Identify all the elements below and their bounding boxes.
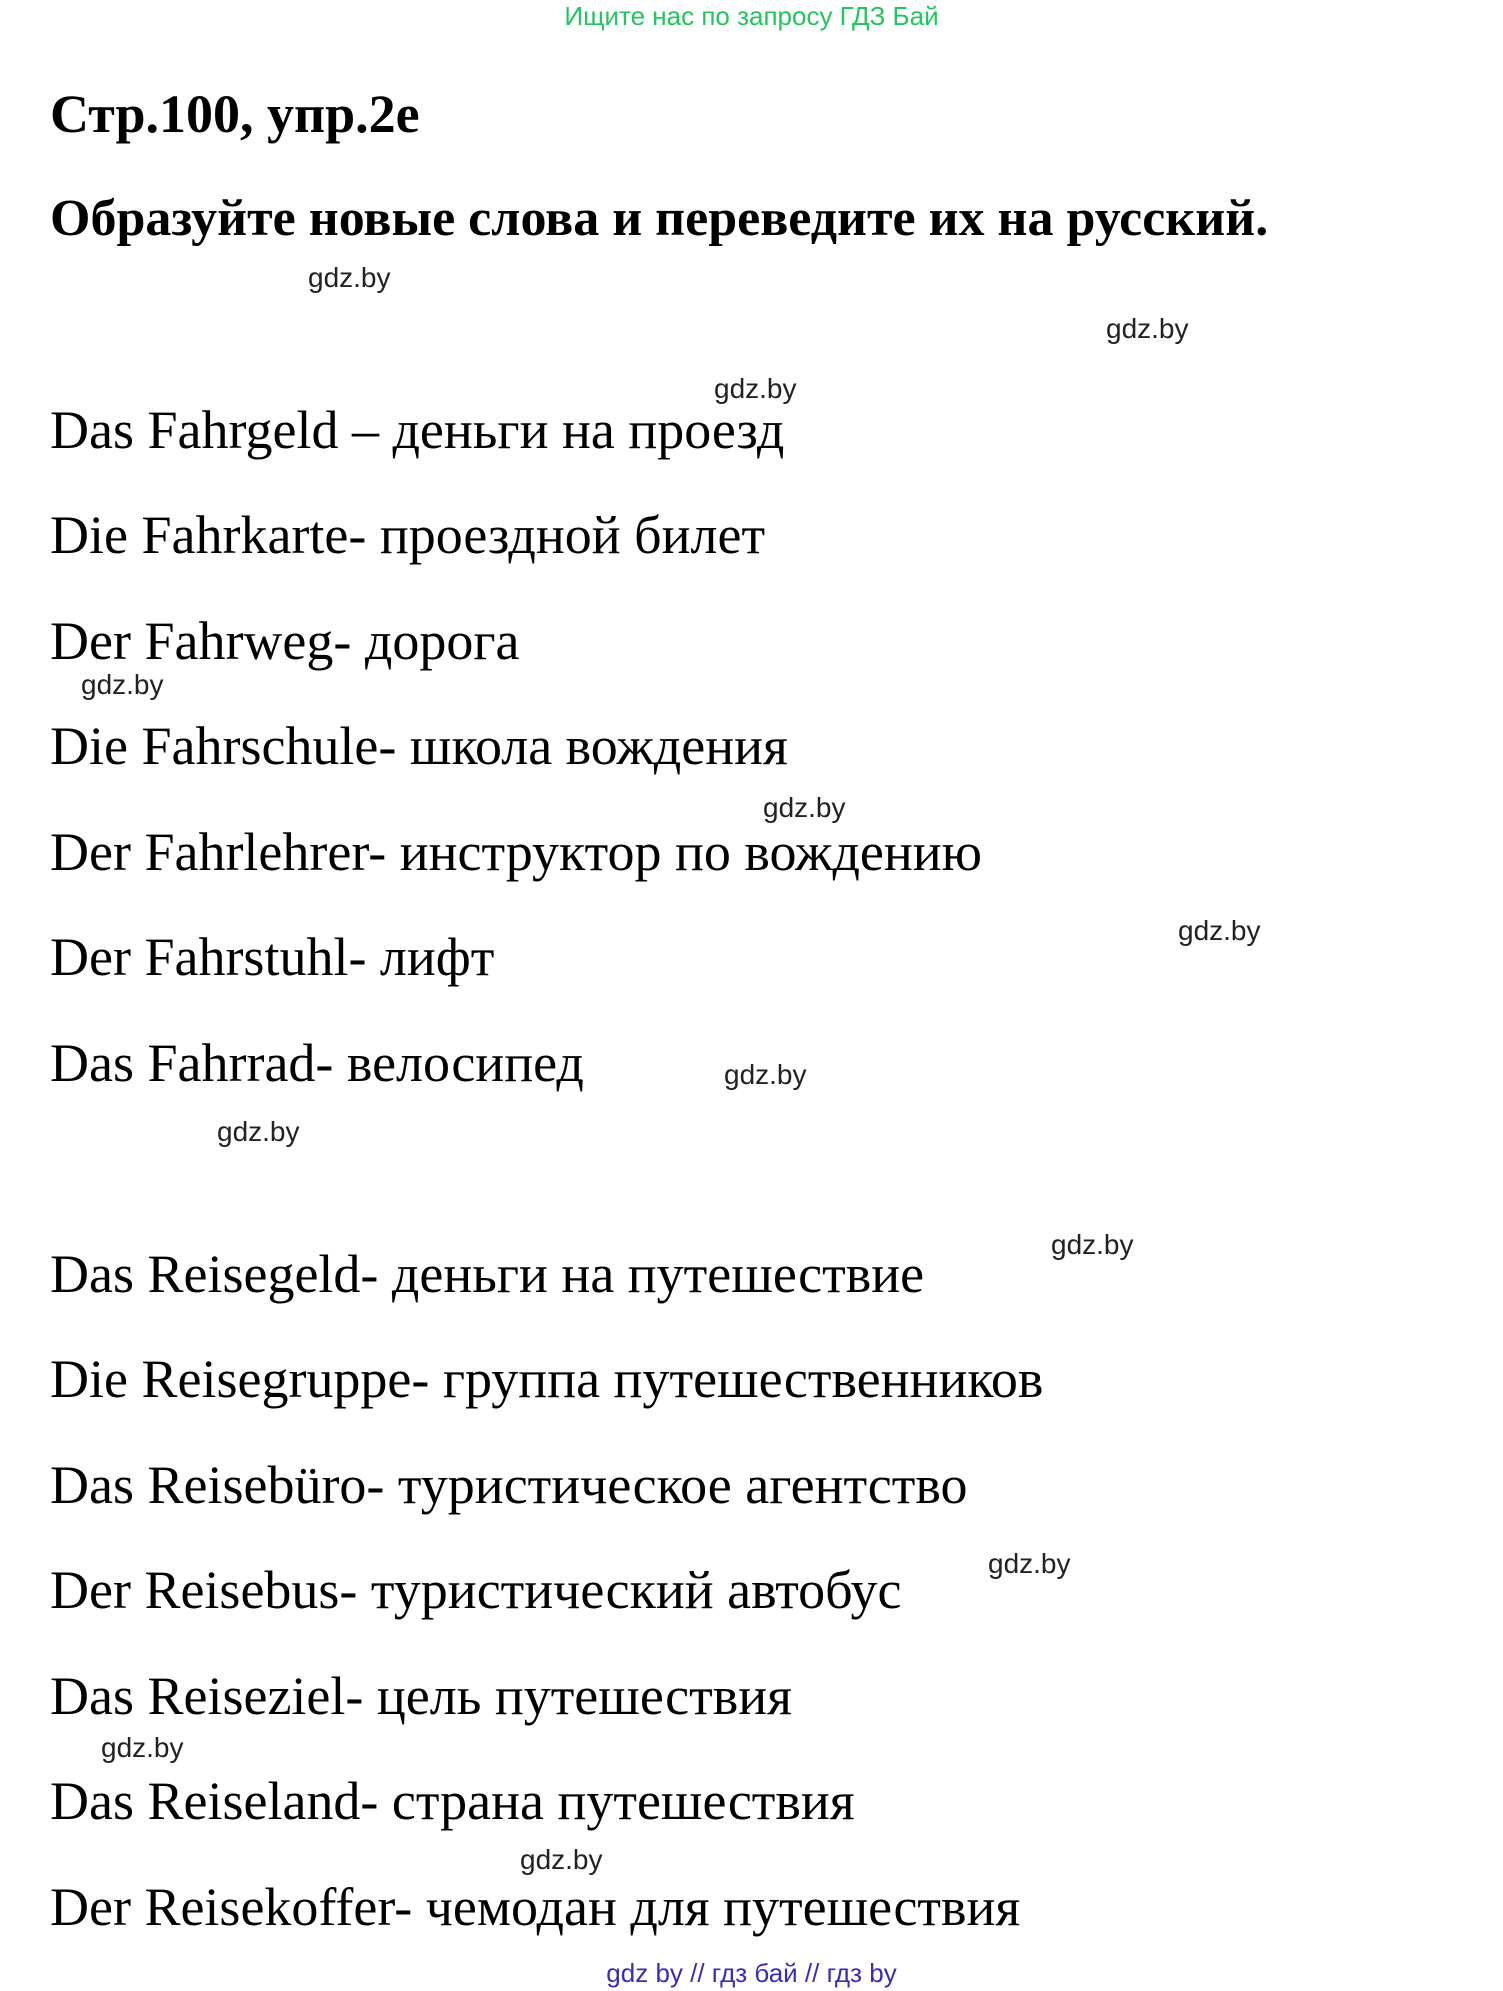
watermark: gdz.by: [1051, 1229, 1134, 1260]
watermark: gdz.by: [714, 373, 797, 404]
list-item: Das Reisegeld- деньги на путешествие: [50, 1244, 925, 1304]
list-item: Das Reiseziel- цель путешествия: [50, 1666, 792, 1726]
list-item: Der Reisebus- туристический автобус: [50, 1560, 902, 1620]
list-item: Die Reisegruppe- группа путешественников: [50, 1349, 1044, 1409]
watermark: gdz.by: [1106, 313, 1189, 344]
watermark: gdz.by: [520, 1844, 603, 1875]
list-item: Der Reisekoffer- чемодан для путешествия: [50, 1877, 1021, 1937]
list-item: Der Fahrweg- дорога: [50, 611, 520, 671]
page-title: Стр.100, упр.2е: [50, 84, 420, 144]
list-item: Das Reisebüro- туристическое агентство: [50, 1455, 968, 1515]
watermark: gdz.by: [217, 1116, 300, 1147]
list-item: Das Fahrrad- велосипед: [50, 1033, 584, 1093]
list-item: Die Fahrschule- школа вождения: [50, 716, 788, 776]
bottom-promo-banner: gdz by // гдз бай // гдз by: [606, 1958, 897, 1988]
watermark: gdz.by: [101, 1732, 184, 1763]
list-item: Das Reiseland- страна путешествия: [50, 1771, 855, 1831]
watermark: gdz.by: [763, 792, 846, 823]
watermark: gdz.by: [988, 1548, 1071, 1579]
list-item: Das Fahrgeld – деньги на проезд: [50, 400, 785, 460]
list-item: Der Fahrlehrer- инструктор по вождению: [50, 822, 983, 882]
top-promo-banner: Ищите нас по запросу ГДЗ Бай: [564, 1, 939, 31]
watermark: gdz.by: [1178, 915, 1261, 946]
watermark: gdz.by: [724, 1059, 807, 1090]
watermark: gdz.by: [81, 669, 164, 700]
task-instruction: Образуйте новые слова и переведите их на русский.: [50, 190, 1269, 247]
list-item: Die Fahrkarte- проездной билет: [50, 505, 766, 565]
watermark: gdz.by: [308, 262, 391, 293]
list-item: Der Fahrstuhl- лифт: [50, 927, 495, 987]
